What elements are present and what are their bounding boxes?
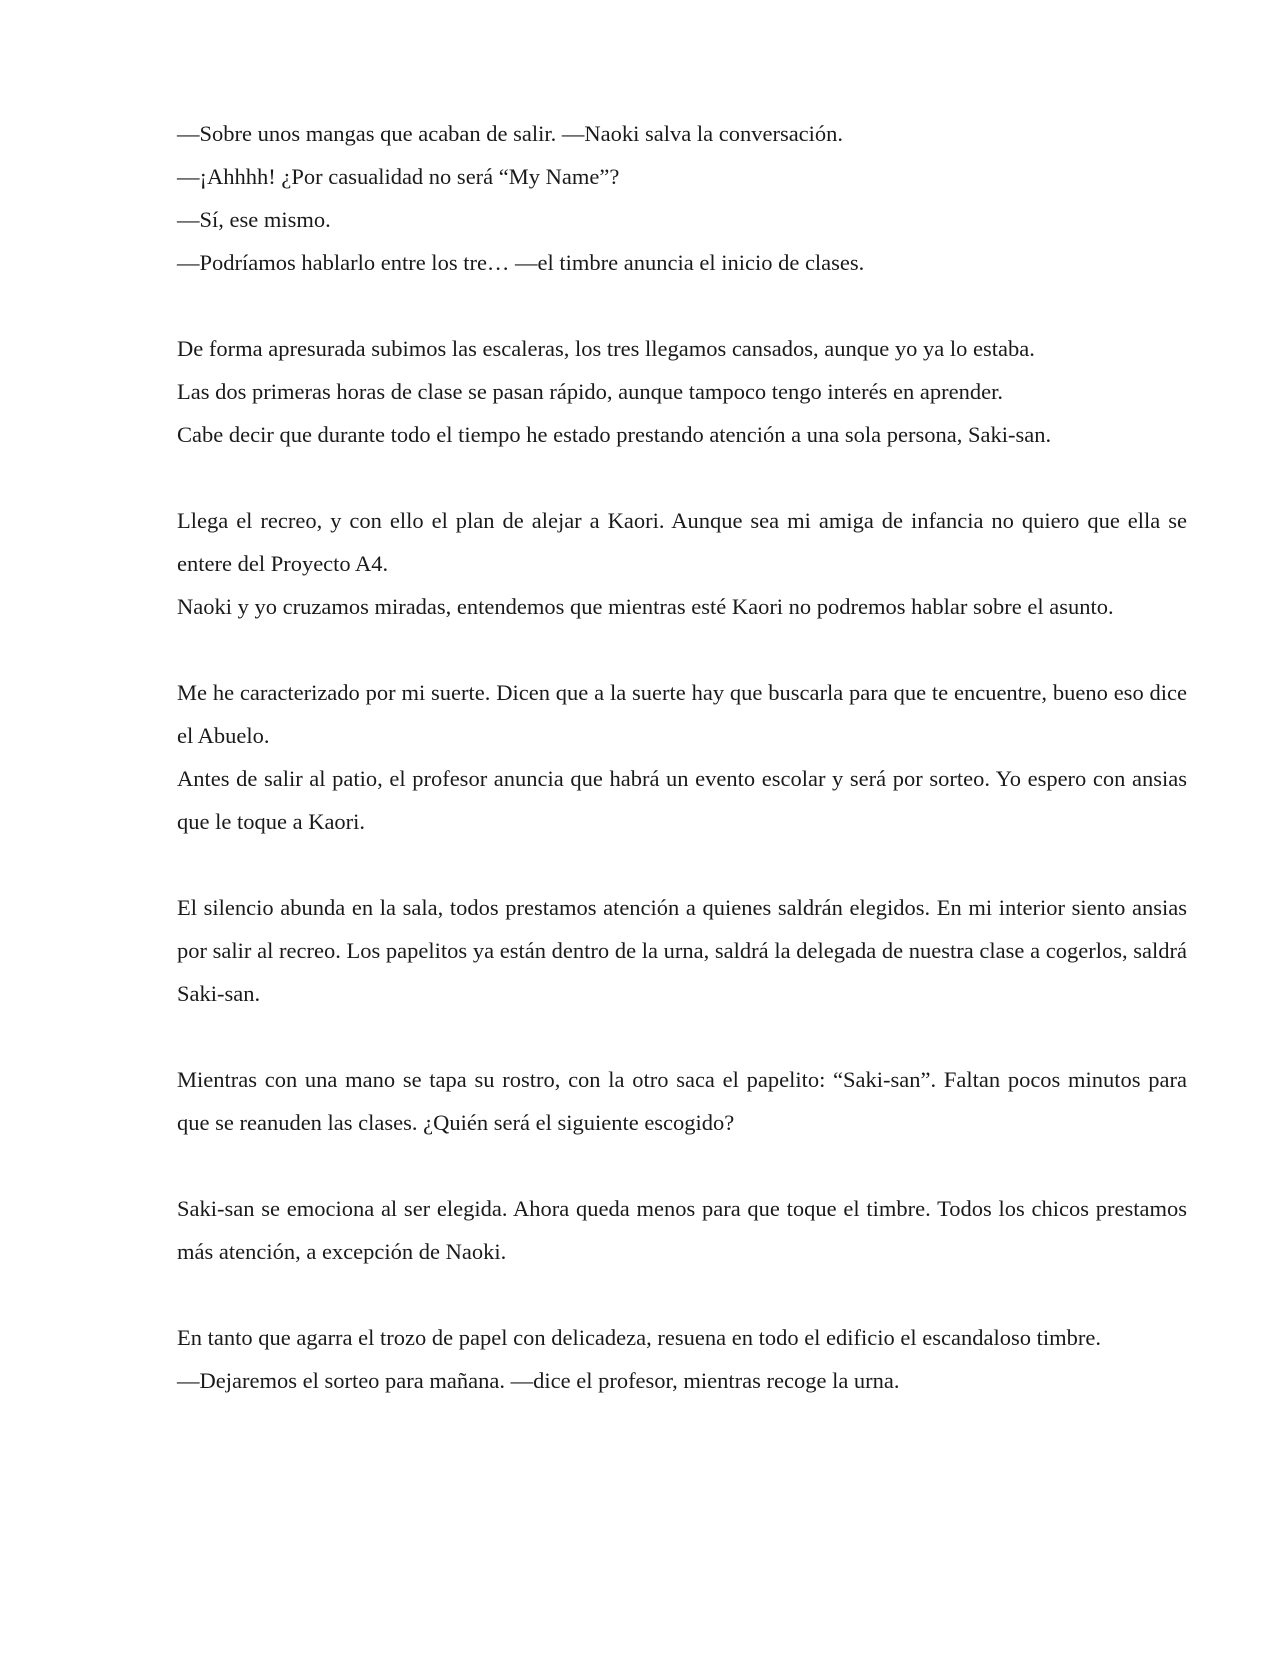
- paragraph-gap: [177, 843, 1187, 886]
- paragraph-block: [177, 886, 1187, 1015]
- paragraph: Mientras con una mano se tapa su rostro, con la otro saca el papelito: “Saki-san”. Faltan pocos minutos para que se reanuden las clases. ¿Quién será el siguiente escogido?: [177, 1067, 1187, 1135]
- paragraph-block: [177, 1187, 1187, 1273]
- paragraph-gap: [177, 628, 1187, 671]
- dialogue-block: [177, 112, 1187, 284]
- paragraph-block: [177, 499, 1187, 628]
- paragraph: Saki-san se emociona al ser elegida. Ahora queda menos para que toque el timbre. Todos los chicos prestamos más atención, a excepción de Naoki.: [177, 1196, 1187, 1264]
- paragraph-block: [177, 1058, 1187, 1144]
- paragraph: Llega el recreo, y con ello el plan de alejar a Kaori. Aunque sea mi amiga de infancia no quiero que ella se entere del Proyecto A4.: [177, 508, 1187, 576]
- paragraph: Cabe decir que durante todo el tiempo he estado prestando atención a una sola persona, Saki-san.: [177, 422, 1052, 447]
- paragraph-block: [177, 327, 1187, 456]
- paragraph: Las dos primeras horas de clase se pasan rápido, aunque tampoco tengo interés en aprender.: [177, 379, 1003, 404]
- document-page: [177, 112, 1187, 1402]
- paragraph-block: [177, 671, 1187, 843]
- dialogue-line: —¡Ahhhh! ¿Por casualidad no será “My Name”?: [177, 164, 620, 189]
- paragraph: El silencio abunda en la sala, todos prestamos atención a quienes saldrán elegidos. En mi interior siento ansias por salir al recreo. Los papelitos ya están dentro de la urna, saldrá la delegada de nuestra clase a cogerlos, saldrá Saki-san.: [177, 895, 1187, 1006]
- dialogue-line: —Sí, ese mismo.: [177, 207, 331, 232]
- paragraph-gap: [177, 284, 1187, 327]
- paragraph: Antes de salir al patio, el profesor anuncia que habrá un evento escolar y será por sorteo. Yo espero con ansias que le toque a Kaori.: [177, 766, 1187, 834]
- paragraph: En tanto que agarra el trozo de papel con delicadeza, resuena en todo el edificio el escandaloso timbre.: [177, 1325, 1101, 1350]
- paragraph-block: [177, 1316, 1187, 1402]
- paragraph: Me he caracterizado por mi suerte. Dicen que a la suerte hay que buscarla para que te encuentre, bueno eso dice el Abuelo.: [177, 680, 1187, 748]
- paragraph: De forma apresurada subimos las escaleras, los tres llegamos cansados, aunque yo ya lo estaba.: [177, 336, 1035, 361]
- dialogue-line: —Podríamos hablarlo entre los tre… —el timbre anuncia el inicio de clases.: [177, 250, 865, 275]
- paragraph: Naoki y yo cruzamos miradas, entendemos que mientras esté Kaori no podremos hablar sobre el asunto.: [177, 594, 1114, 619]
- paragraph-gap: [177, 1144, 1187, 1187]
- paragraph-gap: [177, 456, 1187, 499]
- paragraph-gap: [177, 1015, 1187, 1058]
- paragraph-gap: [177, 1273, 1187, 1316]
- dialogue-line: —Sobre unos mangas que acaban de salir. —Naoki salva la conversación.: [177, 121, 844, 146]
- dialogue-line: —Dejaremos el sorteo para mañana. —dice el profesor, mientras recoge la urna.: [177, 1368, 900, 1393]
